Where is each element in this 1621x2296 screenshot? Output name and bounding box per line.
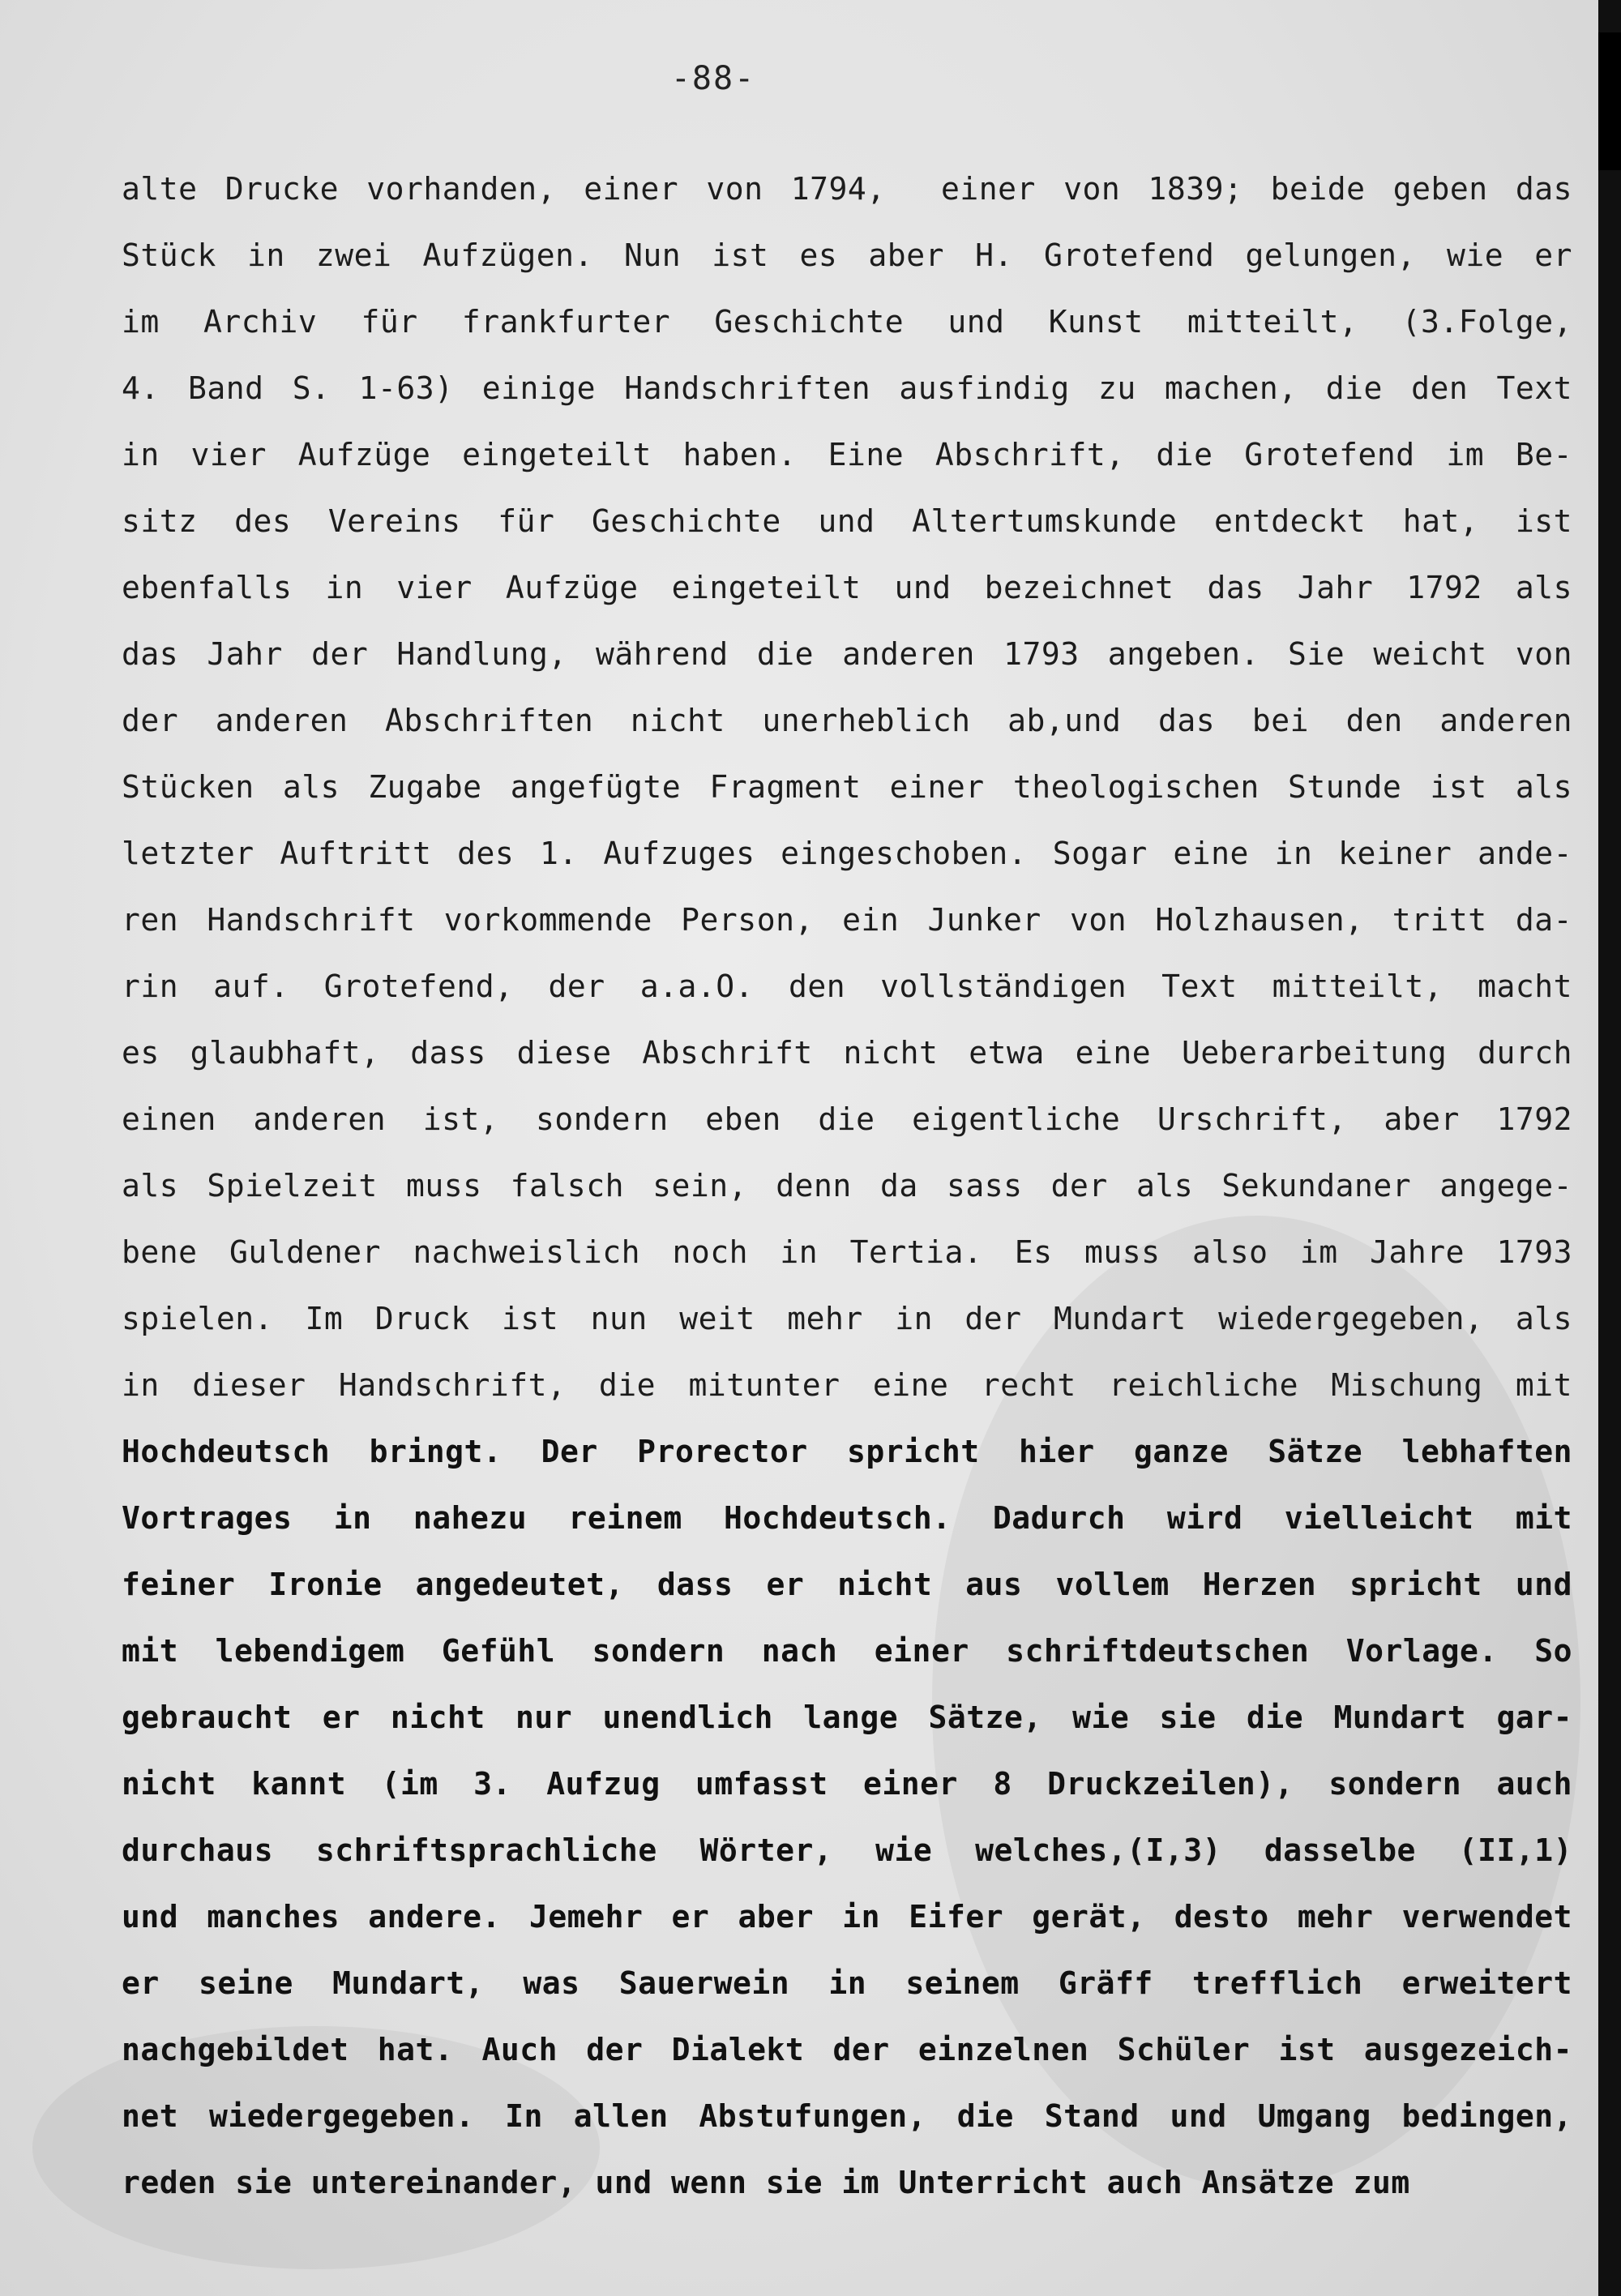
text-line: net wiedergegeben. In allen Abstufungen, die Stand und Umgang bedingen,	[122, 2098, 1572, 2134]
text-line: ren Handschrift vorkommende Person, ein Junker von Holzhausen, tritt da-	[122, 902, 1572, 938]
text-line: Stücken als Zugabe angefügte Fragment einer theologischen Stunde ist als	[122, 769, 1572, 805]
text-line: Hochdeutsch bringt. Der Prorector spricht hier ganze Sätze lebhaften	[122, 1434, 1572, 1469]
text-line: das Jahr der Handlung, während die anderen 1793 angeben. Sie weicht von	[122, 636, 1572, 672]
page-number: -88-	[670, 60, 756, 97]
text-line: rin auf. Grotefend, der a.a.O. den vollständigen Text mitteilt, macht	[122, 968, 1572, 1004]
text-line: er seine Mundart, was Sauerwein in seinem Gräff trefflich erweitert	[122, 1965, 1572, 2001]
text-line: 4. Band S. 1-63) einige Handschriften ausfindig zu machen, die den Text	[122, 370, 1572, 406]
body-text	[122, 156, 1572, 2216]
text-line: bene Guldener nachweislich noch in Tertia. Es muss also im Jahre 1793	[122, 1234, 1572, 1270]
text-line: einen anderen ist, sondern eben die eigentliche Urschrift, aber 1792	[122, 1101, 1572, 1137]
text-line: der anderen Abschriften nicht unerheblich ab,und das bei den anderen	[122, 703, 1572, 738]
text-line: es glaubhaft, dass diese Abschrift nicht etwa eine Ueberarbeitung durch	[122, 1035, 1572, 1071]
text-line: nachgebildet hat. Auch der Dialekt der einzelnen Schüler ist ausgezeich-	[122, 2032, 1572, 2067]
text-line: und manches andere. Jemehr er aber in Eifer gerät, desto mehr verwendet	[122, 1899, 1572, 1935]
text-line: sitz des Vereins für Geschichte und Altertumskunde entdeckt hat, ist	[122, 503, 1572, 539]
text-line: nicht kannt (im 3. Aufzug umfasst einer 8 Druckzeilen), sondern auch	[122, 1766, 1572, 1802]
text-line: in dieser Handschrift, die mitunter eine recht reichliche Mischung mit	[122, 1367, 1572, 1403]
binder-tab	[1598, 32, 1621, 170]
text-line: Vortrages in nahezu reinem Hochdeutsch. Dadurch wird vielleicht mit	[122, 1500, 1572, 1536]
text-line: letzter Auftritt des 1. Aufzuges eingeschoben. Sogar eine in keiner ande-	[122, 836, 1572, 871]
scan-edge	[1598, 0, 1621, 2296]
text-line: im Archiv für frankfurter Geschichte und Kunst mitteilt, (3.Folge,	[122, 304, 1572, 340]
text-line: mit lebendigem Gefühl sondern nach einer schriftdeutschen Vorlage. So	[122, 1633, 1572, 1669]
text-line: in vier Aufzüge eingeteilt haben. Eine Abschrift, die Grotefend im Be-	[122, 437, 1572, 472]
text-line: als Spielzeit muss falsch sein, denn da sass der als Sekundaner angege-	[122, 1168, 1572, 1204]
text-line: spielen. Im Druck ist nun weit mehr in der Mundart wiedergegeben, als	[122, 1301, 1572, 1336]
text-line: ebenfalls in vier Aufzüge eingeteilt und bezeichnet das Jahr 1792 als	[122, 570, 1572, 605]
text-line: reden sie untereinander, und wenn sie im Unterricht auch Ansätze zum	[122, 2165, 1410, 2200]
text-line: Stück in zwei Aufzügen. Nun ist es aber H. Grotefend gelungen, wie er	[122, 237, 1572, 273]
text-line: alte Drucke vorhanden, einer von 1794, einer von 1839; beide geben das	[122, 171, 1572, 207]
text-line: gebraucht er nicht nur unendlich lange Sätze, wie sie die Mundart gar-	[122, 1700, 1572, 1735]
text-line: durchaus schriftsprachliche Wörter, wie welches,(I,3) dasselbe (II,1)	[122, 1832, 1572, 1868]
text-line: feiner Ironie angedeutet, dass er nicht aus vollem Herzen spricht und	[122, 1567, 1572, 1602]
